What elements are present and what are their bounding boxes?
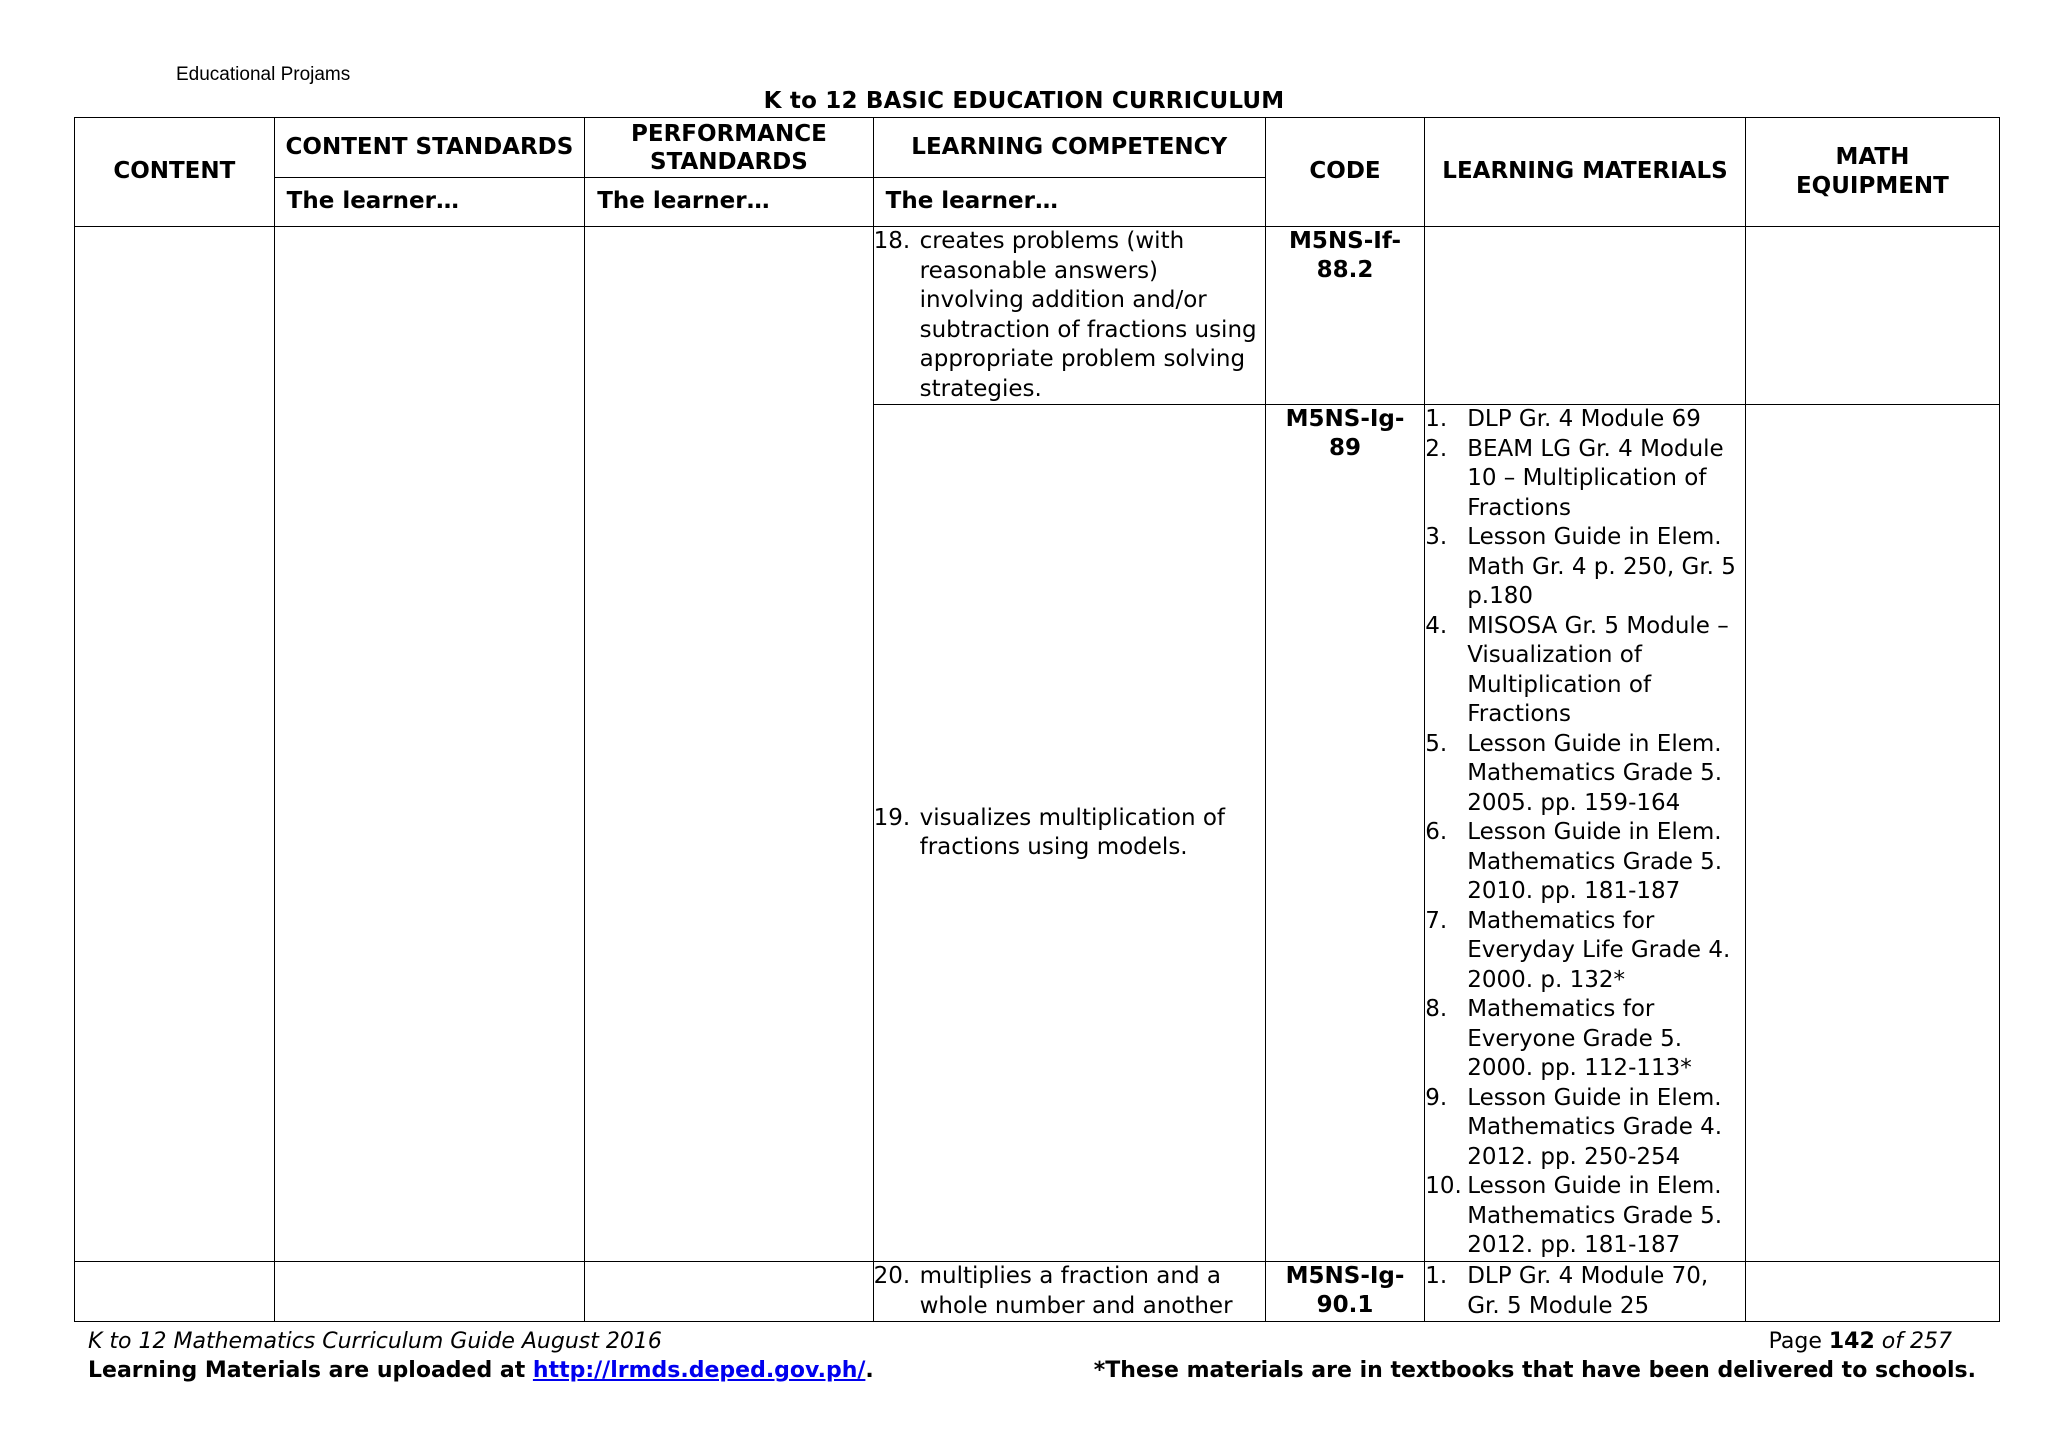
learning-material-item: [1425, 1262, 1745, 1321]
curriculum-table: [74, 117, 2000, 1322]
learning-material-number: 4.: [1425, 612, 1448, 639]
table-row: [75, 1262, 2000, 1322]
competency-number: 20.: [873, 1263, 911, 1289]
competency-cell: [873, 405, 1265, 1262]
content-cell: [75, 1262, 275, 1322]
competency-cell: [873, 1262, 1265, 1322]
competency-text: visualizes multiplication of fractions using models.: [919, 804, 1226, 860]
competency-number: 18.: [873, 228, 911, 254]
learning-material-number: 1.: [1425, 1263, 1448, 1289]
code-cell: [1265, 405, 1424, 1262]
learning-material-text: MISOSA Gr. 5 Module – Visualization of Multiplication of Fractions: [1467, 612, 1729, 727]
math-equipment-cell: [1745, 1262, 1999, 1322]
learning-material-item: [1425, 995, 1745, 1084]
learning-material-number: 2.: [1425, 435, 1448, 462]
header-content: CONTENT: [75, 118, 275, 227]
header-learning-competency: LEARNING COMPETENCY: [873, 118, 1265, 178]
textbook-note: *These materials are in textbooks that have been delivered to schools.: [1093, 1358, 1976, 1383]
page-word: Page: [1768, 1329, 1829, 1354]
header-learning-materials: LEARNING MATERIALS: [1425, 118, 1746, 227]
lrmds-link[interactable]: http://lrmds.deped.gov.ph/: [532, 1358, 866, 1383]
learning-material-number: 10.: [1425, 1173, 1462, 1199]
content-standards-cell: [274, 227, 585, 1262]
learning-material-number: 7.: [1425, 907, 1448, 934]
learning-materials-list: [1425, 1262, 1745, 1321]
code-cell: [1265, 227, 1424, 405]
learning-material-item: [1425, 405, 1745, 435]
content-standards-cell: [274, 1262, 585, 1322]
learning-material-number: 1.: [1425, 406, 1448, 432]
header-content-standards: CONTENT STANDARDS: [274, 118, 585, 178]
learning-material-item: [1425, 907, 1745, 996]
learning-materials-cell: [1425, 1262, 1746, 1322]
upload-note-suffix: .: [865, 1358, 874, 1383]
learning-material-text: Lesson Guide in Elem. Mathematics Grade 5. 2010. pp. 181-187: [1467, 819, 1723, 904]
learning-material-item: [1425, 818, 1745, 907]
competency-text: multiplies a fraction and a whole number and another: [919, 1263, 1233, 1319]
learning-material-text: BEAM LG Gr. 4 Module 10 – Multiplication of Fractions: [1467, 435, 1724, 521]
code-cell: [1265, 1262, 1424, 1322]
content-cell: [75, 227, 275, 1262]
learning-materials-cell: [1425, 227, 1746, 405]
learning-material-text: DLP Gr. 4 Module 69: [1467, 406, 1701, 432]
learning-material-text: Mathematics for Everyday Life Grade 4. 2000. p. 132*: [1467, 907, 1731, 993]
performance-standards-cell: [585, 227, 873, 1262]
learning-material-number: 9.: [1425, 1084, 1448, 1111]
footer-right: [1094, 1327, 1976, 1385]
curriculum-guide-label: K to 12 Mathematics Curriculum Guide August 2016: [88, 1329, 662, 1354]
upload-note: [88, 1356, 874, 1385]
learning-material-number: 3.: [1425, 524, 1448, 550]
upload-note-prefix: Learning Materials are uploaded at: [88, 1358, 533, 1383]
learning-material-item: [1425, 730, 1745, 819]
learning-material-text: Lesson Guide in Elem. Mathematics Grade 4. 2012. pp. 250-254: [1467, 1084, 1723, 1170]
competency-cell: [873, 227, 1265, 405]
competency-code: M5NS-If-88.2: [1289, 228, 1402, 283]
learning-material-item: [1425, 1172, 1745, 1261]
competency-text: creates problems (with reasonable answers) involving addition and/or subtraction of fractions using appropriate problem solving strategies.: [919, 228, 1257, 402]
learning-material-text: Lesson Guide in Elem. Math Gr. 4 p. 250, Gr. 5 p.180: [1467, 524, 1736, 609]
math-equipment-cell: [1745, 405, 1999, 1262]
learning-material-text: Mathematics for Everyone Grade 5. 2000. pp. 112-113*: [1467, 996, 1692, 1081]
learning-material-item: [1425, 612, 1745, 730]
learning-material-item: [1425, 523, 1745, 612]
math-equipment-cell: [1745, 227, 1999, 405]
competency-code: M5NS-Ig-89: [1285, 406, 1405, 461]
performance-standards-cell: [585, 1262, 873, 1322]
learning-material-item: [1425, 1084, 1745, 1173]
document-title: K to 12 BASIC EDUCATION CURRICULUM: [763, 88, 1285, 114]
page-number: [1094, 1327, 1976, 1356]
watermark-text: Educational Projams: [176, 64, 351, 85]
learning-material-number: 5.: [1425, 730, 1448, 757]
learning-material-number: 6.: [1425, 819, 1448, 845]
learning-materials-list: [1425, 405, 1745, 1261]
page-total: of 257: [1874, 1329, 1952, 1354]
subheader-learner-competency: The learner…: [873, 178, 1265, 227]
table-row: [75, 227, 2000, 405]
learning-material-number: 8.: [1425, 996, 1448, 1022]
learning-material-item: [1425, 435, 1745, 524]
page-current: 142: [1828, 1329, 1875, 1354]
competency-number: 19.: [873, 804, 911, 831]
header-performance-standards: PERFORMANCE STANDARDS: [585, 118, 873, 178]
learning-material-text: Lesson Guide in Elem. Mathematics Grade 5. 2012. pp. 181-187: [1467, 1173, 1723, 1258]
competency-code: M5NS-Ig-90.1: [1285, 1263, 1405, 1318]
header-math-equipment: MATH EQUIPMENT: [1745, 118, 1999, 227]
subheader-learner-performance-standards: The learner…: [585, 178, 873, 227]
subheader-learner-content-standards: The learner…: [274, 178, 585, 227]
header-code: CODE: [1265, 118, 1424, 227]
learning-material-text: Lesson Guide in Elem. Mathematics Grade 5. 2005. pp. 159-164: [1467, 730, 1723, 816]
learning-material-text: DLP Gr. 4 Module 70, Gr. 5 Module 25: [1467, 1263, 1709, 1319]
learning-materials-cell: [1425, 405, 1746, 1262]
footer-left: [88, 1327, 874, 1385]
